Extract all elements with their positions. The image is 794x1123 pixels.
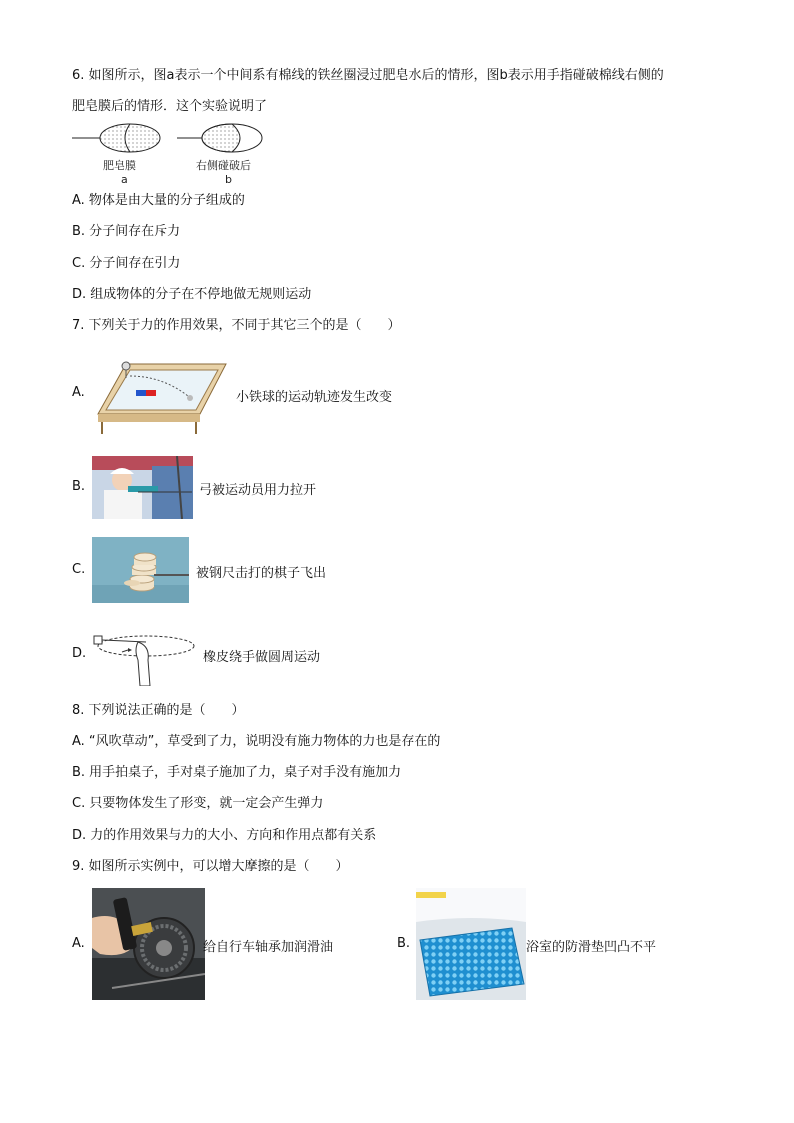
q6-option-c: C. 分子间存在引力 [72,256,181,271]
q7-option-b-text: 弓被运动员用力拉开 [199,483,317,498]
figure-b [177,124,262,152]
q6-stem-line2: 肥皂膜后的情形．这个实验说明了 [72,99,268,114]
q9-option-b-text: 浴室的防滑垫凹凸不平 [526,940,657,955]
q9-stem: 9. 如图所示实例中，可以增大摩擦的是（ ） [72,859,349,874]
q8-stem: 8. 下列说法正确的是（ ） [72,703,245,718]
q8-option-c: C. 只要物体发生了形变，就一定会产生弹力 [72,796,324,811]
magnet-ball-table-image [92,356,228,436]
figure-a [72,124,160,152]
rubber-circular-motion-image [92,630,196,686]
figure-b-caption: 右侧碰破后 [196,159,251,172]
q9-option-a-text: 给自行车轴承加润滑油 [203,940,334,955]
figure-b-label: b [225,173,232,186]
archer-image [92,456,193,519]
q7-stem: 7. 下列关于力的作用效果，不同于其它三个的是（ ） [72,318,401,333]
q6-option-b: B. 分子间存在斥力 [72,224,181,239]
q9-option-a-letter: A. [72,936,85,951]
q7-option-a-text: 小铁球的运动轨迹发生改变 [236,390,393,405]
figure-a-label: a [121,173,128,186]
q7-option-d-text: 橡皮绕手做圆周运动 [203,650,321,665]
q6-stem-line1: 6. 如图所示，图a表示一个中间系有棉线的铁丝圈浸过肥皂水后的情形，图b表示用手指碰破棉线右侧的 [72,68,664,83]
q7-option-c-letter: C. [72,562,86,577]
q7-option-a-letter: A. [72,385,85,400]
q9-option-b-letter: B. [397,936,411,951]
q7-option-d-letter: D. [72,646,87,661]
q8-option-a: A. “风吹草动”，草受到了力，说明没有施力物体的力也是存在的 [72,734,441,749]
bike-bearing-oil-image [92,888,205,1000]
q6-option-a: A. 物体是由大量的分子组成的 [72,193,245,208]
chess-pieces-image [92,537,189,603]
q8-option-b: B. 用手拍桌子，手对桌子施加了力，桌子对手没有施加力 [72,765,402,780]
q7-option-c-text: 被钢尺击打的棋子飞出 [196,566,327,581]
figure-a-caption: 肥皂膜 [103,159,136,172]
soap-film-figure [72,122,272,158]
q7-option-b-letter: B. [72,479,86,494]
q6-option-d: D. 组成物体的分子在不停地做无规则运动 [72,287,312,302]
bath-mat-image [416,888,526,1000]
q8-option-d: D. 力的作用效果与力的大小、方向和作用点都有关系 [72,828,377,843]
